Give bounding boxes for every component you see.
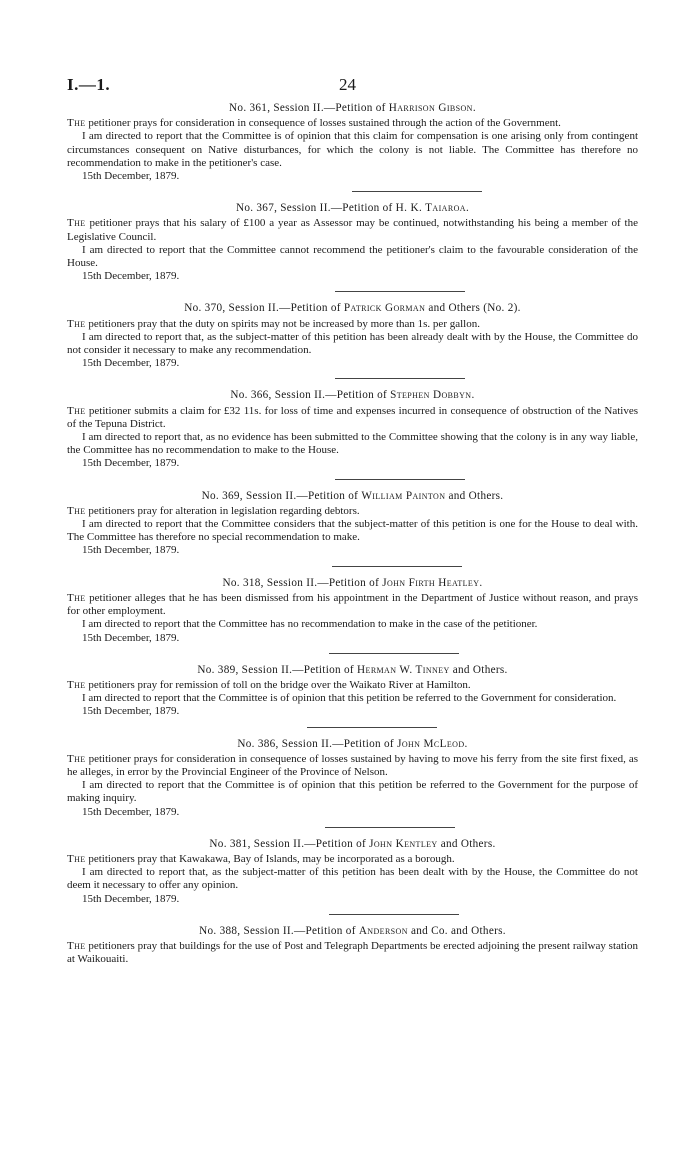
committee-report: I am directed to report that, as no evidence has been submitted to the Committee showing that the colony is in any way liable, the Committee has no recommendation to make to the House. — [67, 431, 638, 457]
petition-title: No. 389, Session II.—Petition of Herman W. Tinney and Others. — [197, 663, 508, 676]
committee-report: I am directed to report that the Committee is of opinion that this petition be referred to the Government for the purpose of making inquiry. — [67, 779, 638, 805]
paper-reference: I.—1. — [67, 75, 111, 94]
petition-entry — [67, 664, 638, 728]
petitioner-name: John McLeod — [397, 737, 465, 750]
petition-prayer: The petitioner prays for consideration in consequence of losses sustained by having to move his ferry from the site first fixed, as he alleges, in error by the Provincial Engineer of the Province of Nelson. — [67, 752, 639, 778]
petition-title: No. 369, Session II.—Petition of William Painton and Others. — [201, 489, 504, 502]
petitioner-name: John Firth Heatley — [382, 576, 480, 589]
petition-title: No. 367, Session II.—Petition of H. K. Taiaroa. — [235, 202, 470, 215]
page-number: 24 — [339, 75, 356, 94]
petitioner-name: John Kentley — [369, 837, 438, 850]
committee-report: I am directed to report that the Committee has no recommendation to make in the case of the petitioner. — [82, 618, 538, 631]
petition-prayer: The petitioner prays for consideration in consequence of losses sustained through the action of the Government. — [67, 117, 561, 130]
separator-rule — [352, 191, 482, 192]
report-date: 15th December, 1879. — [82, 170, 180, 183]
petition-entry — [67, 577, 638, 654]
petition-entry — [67, 738, 638, 828]
report-date: 15th December, 1879. — [82, 805, 180, 818]
petition-title: No. 361, Session II.—Petition of Harrison Gibson. — [229, 102, 476, 114]
report-date: 15th December, 1879. — [82, 631, 180, 644]
petition-prayer: The petitioners pray for alteration in legislation regarding debtors. — [67, 504, 360, 517]
committee-report: I am directed to report that the Committee considers that the subject-matter of this petition is one for the House to deal with. The Committee has therefore no special recommendation to make. — [67, 518, 638, 544]
petitioner-name: Stephen Dobbyn — [390, 389, 472, 402]
petition-prayer: The petitioner prays that his salary of £100 a year as Assessor may be continued, notwithstanding his being a member of the Legislative Council. — [67, 217, 638, 243]
separator-rule — [335, 291, 465, 292]
petitioner-name: Anderson — [358, 924, 408, 937]
report-date: 15th December, 1879. — [82, 705, 180, 718]
petitioner-name: Harrison Gibson — [388, 102, 473, 114]
petitioner-name: H. K. Taiaroa — [395, 202, 466, 215]
committee-report: I am directed to report that the Committee is of opinion that this claim for compensation is one arising only from contingent circumstances consequent on Native disturbances, for which the colony is not liable. The Committee has therefore no recommendation to make in the petitioner's case. — [67, 130, 638, 169]
petition-entry — [67, 490, 638, 567]
petition-title: No. 366, Session II.—Petition of Stephen Dobbyn. — [230, 389, 475, 402]
committee-report: I am directed to report that, as the subject-matter of this petition has been already dealt with by the House, the Committee do not consider it necessary to make any recommendation. — [67, 330, 638, 357]
petitioner-name: Patrick Gorman — [343, 302, 426, 315]
petition-title: No. 388, Session II.—Petition of Anderson and Co. and Others. — [199, 924, 506, 937]
petition-prayer: The petitioners pray that the duty on spirits may not be increased by more than 1s. per gallon. — [67, 317, 480, 330]
petition-entry — [67, 302, 638, 379]
separator-rule — [332, 566, 462, 567]
separator-rule — [335, 378, 465, 379]
petition-entry — [67, 389, 638, 479]
report-date: 15th December, 1879. — [82, 892, 180, 905]
separator-rule — [325, 827, 455, 828]
petition-prayer: The petitioner alleges that he has been dismissed from his appointment in the Department of Justice without reason, and prays for other employment. — [67, 591, 638, 618]
petition-title: No. 381, Session II.—Petition of John Kentley and Others. — [209, 837, 496, 850]
petition-title: No. 318, Session II.—Petition of John Firth Heatley. — [222, 576, 483, 589]
petition-title: No. 370, Session II.—Petition of Patrick Gorman and Others (No. 2). — [184, 302, 521, 315]
petition-entry — [67, 102, 638, 192]
petitions-body — [67, 102, 638, 966]
report-date: 15th December, 1879. — [82, 544, 180, 557]
petition-prayer: The petitioners pray that Kawakawa, Bay of Islands, may be incorporated as a borough. — [67, 852, 455, 865]
report-date: 15th December, 1879. — [82, 457, 180, 470]
petitioner-name: William Painton — [361, 489, 446, 502]
committee-report: I am directed to report that, as the subject-matter of this petition has been dealt with by the House, the Committee do not deem it necessary to offer any opinion. — [67, 866, 638, 892]
petition-entry — [67, 838, 638, 915]
report-date: 15th December, 1879. — [82, 357, 180, 370]
committee-report: I am directed to report that the Committee is of opinion that this petition be referred to the Government for consideration. — [82, 692, 617, 705]
petition-prayer: The petitioners pray for remission of toll on the bridge over the Waikato River at Hamilton. — [67, 678, 471, 691]
separator-rule — [329, 653, 459, 654]
petitioner-name: Herman W. Tinney — [357, 663, 450, 676]
committee-report: I am directed to report that the Committee cannot recommend the petitioner's claim to the favourable consideration of the House. — [67, 243, 638, 270]
petition-entry — [67, 202, 638, 292]
petition-entry — [67, 925, 638, 967]
separator-rule — [335, 479, 465, 480]
petition-prayer: The petitioners pray that buildings for the use of Post and Telegraph Departments be erected adjoining the present railway station at Waikouaiti. — [67, 939, 639, 966]
report-date: 15th December, 1879. — [82, 270, 180, 283]
petition-prayer: The petitioner submits a claim for £32 11s. for loss of time and expenses incurred in consequence of obstruction of the Natives of the Tepuna District. — [67, 404, 639, 430]
separator-rule — [307, 727, 437, 728]
separator-rule — [329, 914, 459, 915]
petition-title: No. 386, Session II.—Petition of John McLeod. — [237, 737, 468, 750]
